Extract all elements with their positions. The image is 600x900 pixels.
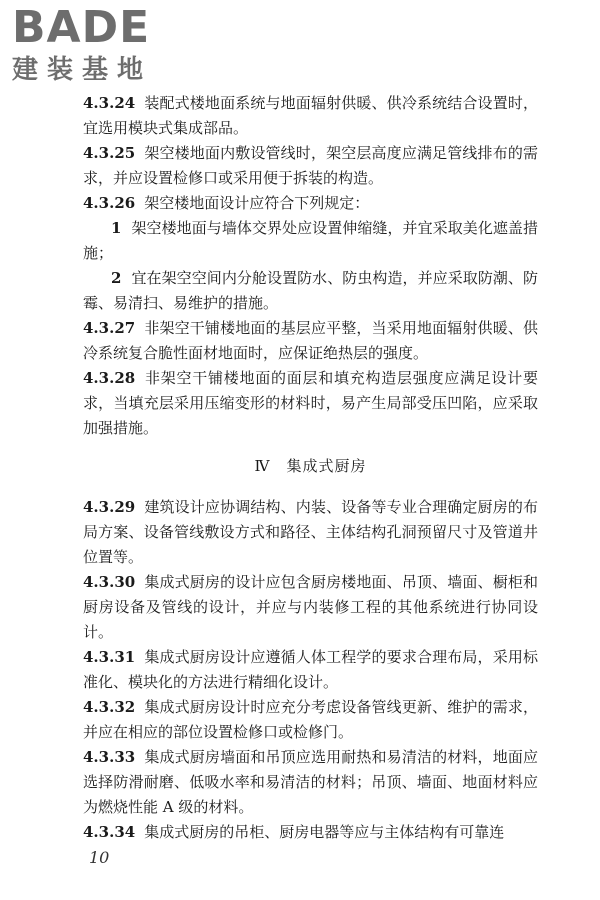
clause-4-3-34 (83, 820, 538, 845)
clause-4-3-31 (83, 645, 538, 695)
clause-text: 架空楼地面内敷设管线时，架空层高度应满足管线排布的需求，并应设置检修口或采用便于拆装的构造。 (83, 144, 538, 187)
clause-number: 4.3.25 (83, 144, 136, 162)
page-number: 10 (89, 848, 110, 867)
clause-4-3-33 (83, 745, 538, 820)
clause-4-3-27 (83, 316, 538, 366)
item-text: 架空楼地面与墙体交界处应设置伸缩缝，并宜采取美化遮盖措施； (83, 219, 538, 262)
clause-4-3-32 (83, 695, 538, 745)
logo-wordmark: BADE (12, 2, 151, 53)
clause-number: 4.3.29 (83, 498, 136, 516)
clause-text: 集成式厨房的吊柜、厨房电器等应与主体结构有可靠连 (144, 823, 505, 841)
clause-number: 4.3.28 (83, 369, 136, 387)
item-number: 1 (111, 219, 122, 237)
clause-text: 架空楼地面设计应符合下列规定： (144, 194, 370, 212)
item-number: 2 (111, 269, 122, 287)
list-item-2 (83, 266, 538, 316)
clause-4-3-25 (83, 141, 538, 191)
clause-text: 非架空干铺楼地面的基层应平整，当采用地面辐射供暖、供冷系统复合脆性面材地面时，应保证绝热层的强度。 (83, 319, 538, 362)
clause-text: 集成式厨房墙面和吊顶应选用耐热和易清洁的材料，地面应选择防滑耐磨、低吸水率和易清洁的材料；吊顶、墙面、地面材料应为燃烧性能 A 级的材料。 (83, 748, 538, 816)
logo (12, 2, 182, 92)
clause-text: 建筑设计应协调结构、内装、设备等专业合理确定厨房的布局方案、设备管线敷设方式和路径、主体结构孔洞预留尺寸及管道井位置等。 (83, 498, 538, 566)
clause-number: 4.3.34 (83, 823, 136, 841)
list-item-1 (83, 216, 538, 266)
document-body (83, 91, 538, 845)
clause-text: 集成式厨房设计应遵循人体工程学的要求合理布局，采用标准化、模块化的方法进行精细化设计。 (83, 648, 538, 691)
clause-text: 装配式楼地面系统与地面辐射供暖、供冷系统结合设置时，宜选用模块式集成部品。 (83, 94, 538, 137)
clause-4-3-30 (83, 570, 538, 645)
clause-number: 4.3.33 (83, 748, 136, 766)
clause-text: 集成式厨房设计时应充分考虑设备管线更新、维护的需求，并应在相应的部位设置检修口或检修门。 (83, 698, 538, 741)
item-text: 宜在架空空间内分舱设置防水、防虫构造，并应采取防潮、防霉、易清扫、易维护的措施。 (83, 269, 538, 312)
clause-number: 4.3.27 (83, 319, 136, 337)
section-title: 集成式厨房 (286, 457, 367, 475)
clause-number: 4.3.26 (83, 194, 136, 212)
clause-text: 非架空干铺楼地面的面层和填充构造层强度应满足设计要求，当填充层采用压缩变形的材料时，易产生局部受压凹陷，应采取加强措施。 (83, 369, 538, 437)
logo-subtitle: 建装基地 (12, 55, 153, 85)
clause-4-3-26 (83, 191, 538, 216)
clause-number: 4.3.32 (83, 698, 136, 716)
section-heading (83, 454, 538, 479)
clause-4-3-29 (83, 495, 538, 570)
clause-number: 4.3.31 (83, 648, 136, 666)
clause-text: 集成式厨房的设计应包含厨房楼地面、吊顶、墙面、橱柜和厨房设备及管线的设计，并应与内装修工程的其他系统进行协同设计。 (83, 573, 538, 641)
clause-number: 4.3.24 (83, 94, 136, 112)
clause-number: 4.3.30 (83, 573, 136, 591)
clause-4-3-28 (83, 366, 538, 441)
clause-4-3-24 (83, 91, 538, 141)
section-roman-numeral: Ⅳ (254, 457, 271, 475)
